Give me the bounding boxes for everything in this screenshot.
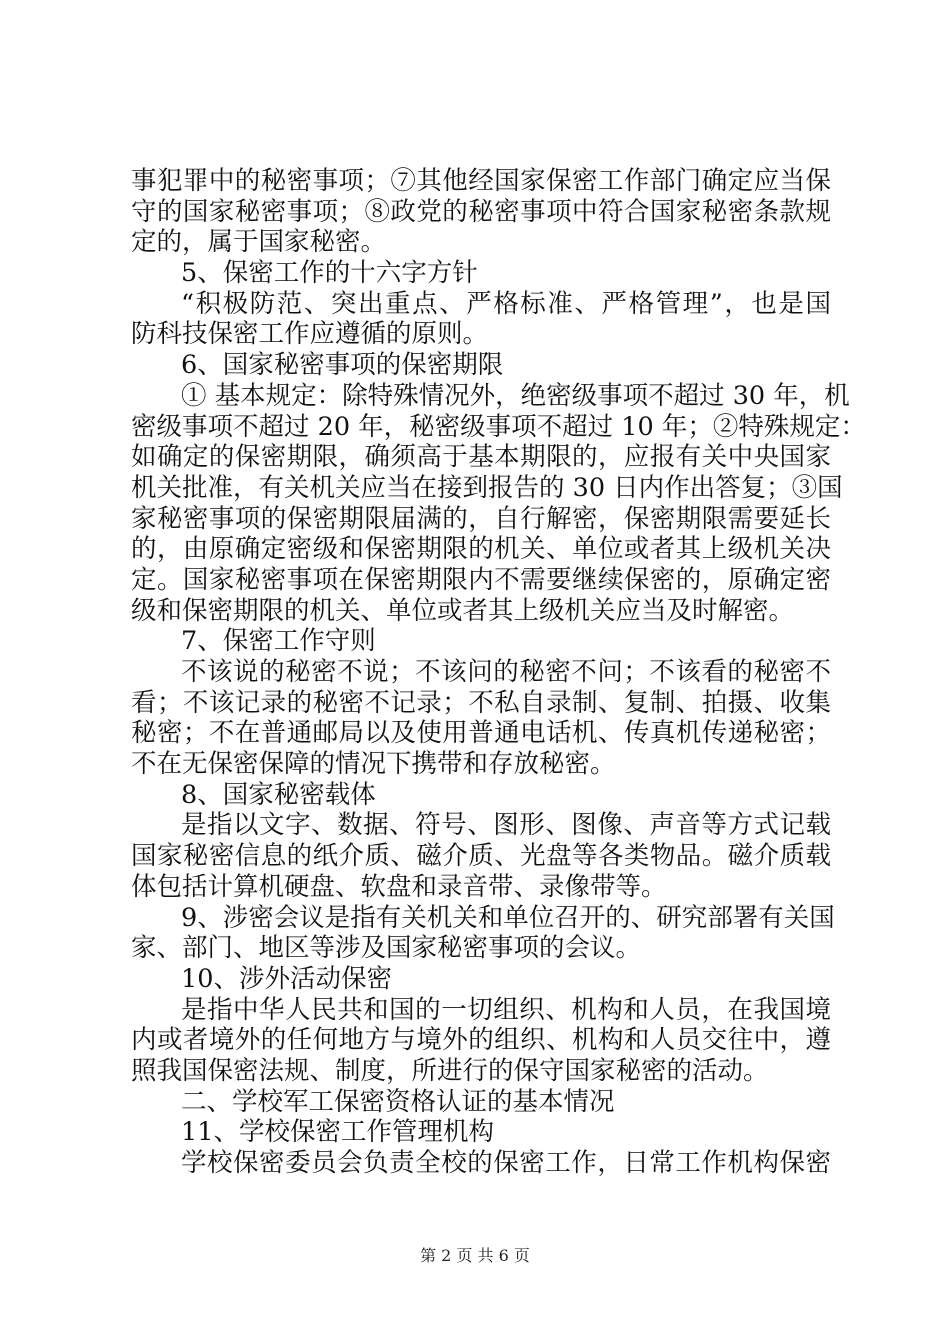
text-line: 守的国家秘密事项；⑧政党的秘密事项中符合国家秘密条款规 — [131, 196, 831, 227]
text-line: 9、涉密会议是指有关机关和单位召开的、研究部署有关国 — [181, 902, 835, 933]
text-line: 定。国家秘密事项在保密期限内不需要继续保密的，原确定密 — [131, 564, 831, 595]
section-heading: 11、学校保密工作管理机构 — [181, 1117, 494, 1148]
text-line: 体包括计算机硬盘、软盘和录音带、录像带等。 — [131, 871, 667, 902]
text-line: 如确定的保密期限，确须高于基本期限的，应报有关中央国家 — [131, 442, 831, 473]
text-line: 级和保密期限的机关、单位或者其上级机关应当及时解密。 — [131, 595, 795, 626]
section-heading: 5、保密工作的十六字方针 — [181, 258, 478, 289]
text-line: “积极防范、突出重点、严格标准、严格管理”，也是国 — [181, 288, 831, 319]
text-line: 的，由原确定密级和保密期限的机关、单位或者其上级机关决 — [131, 534, 831, 565]
text-line: 家秘密事项的保密期限届满的，自行解密，保密期限需要延长 — [131, 503, 831, 534]
page-footer: 第 2 页 共 6 页 — [420, 1246, 530, 1265]
document-body — [131, 166, 866, 1179]
section-heading: 8、国家秘密载体 — [181, 779, 376, 810]
section-heading: 7、保密工作守则 — [181, 626, 376, 657]
text-line: 秘密；不在普通邮局以及使用普通电话机、传真机传递秘密； — [131, 718, 831, 749]
text-line: 国家秘密信息的纸介质、磁介质、光盘等各类物品。磁介质载 — [131, 841, 831, 872]
section-heading: 二、学校军工保密资格认证的基本情况 — [181, 1086, 615, 1117]
text-line: 家、部门、地区等涉及国家秘密事项的会议。 — [131, 933, 642, 964]
text-line: 密级事项不超过 20 年，秘密级事项不超过 10 年；②特殊规定： — [131, 411, 866, 442]
text-line: 不该说的秘密不说；不该问的秘密不问；不该看的秘密不 — [181, 657, 831, 687]
text-line: 机关批准，有关机关应当在接到报告的 30 日内作出答复；③国 — [131, 472, 843, 503]
text-line: 照我国保密法规、制度，所进行的保守国家秘密的活动。 — [131, 1055, 769, 1086]
text-line: ① 基本规定：除特殊情况外，绝密级事项不超过 30 年，机 — [181, 380, 850, 411]
text-line: 事犯罪中的秘密事项；⑦其他经国家保密工作部门确定应当保 — [131, 166, 831, 196]
text-line: 看；不该记录的秘密不记录；不私自录制、复制、拍摄、收集 — [131, 687, 831, 718]
text-line: 内或者境外的任何地方与境外的组织、机构和人员交往中，遵 — [131, 1025, 831, 1056]
section-heading: 10、涉外活动保密 — [181, 963, 392, 994]
text-line: 是指以文字、数据、符号、图形、图像、声音等方式记载 — [181, 810, 831, 841]
text-line: 防科技保密工作应遵循的原则。 — [131, 319, 489, 350]
text-line: 定的，属于国家秘密。 — [131, 227, 387, 258]
text-line: 是指中华人民共和国的一切组织、机构和人员，在我国境 — [181, 994, 831, 1025]
section-heading: 6、国家秘密事项的保密期限 — [181, 350, 504, 381]
text-line: 不在无保密保障的情况下携带和存放秘密。 — [131, 749, 616, 780]
text-line: 学校保密委员会负责全校的保密工作，日常工作机构保密 — [181, 1148, 831, 1178]
